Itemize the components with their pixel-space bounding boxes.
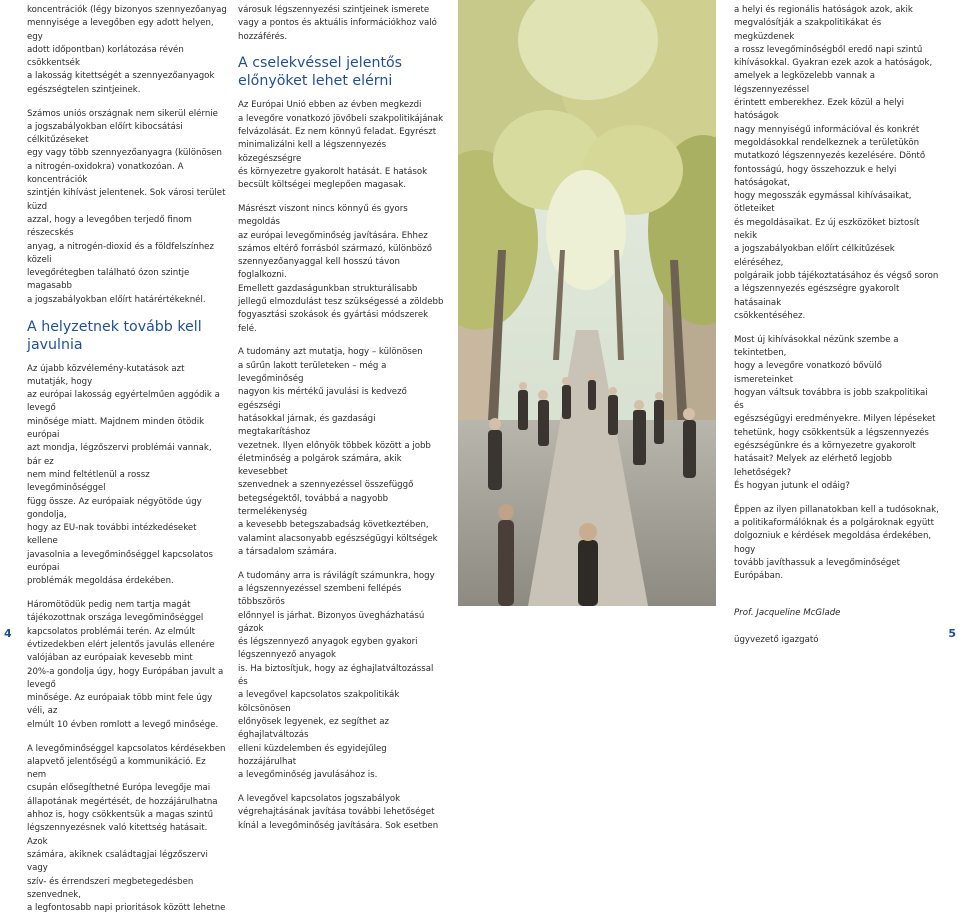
paragraph: a helyi és regionális hatóságok azok, akik megvalósítják a szakpolitikákat és megküzdenek a rossz levegőminőségből eredő napi szintű kihívásokkal. Gyakran ezek azok a hatóságok, amelyek a legközelebb vannak a légszennyezéssel érintett emberekhez. Ezek közül a helyi hatóságok nagy mennyiségű információval és konkrét megoldásokkal rendelkeznek a területükön mutatkozó légszennyezés kezelésére. Döntő fontosságú, hogy összehozzuk e helyi hatóságokat, hogy megosszák egymással kihívásaikat, ötleteiket és megoldásaikat. Ez új eszközöket biztosít nekik a jogszabályokban előírt célkitűzések eléréséhez, polgáraik jobb tájékoztatásához és végső soron a légszennyezés egészségre gyakorolt hatásainak csökkentéséhez. <box>734 5 939 321</box>
paragraph: A tudomány arra is rávilágít számunkra, hogy a légszennyezéssel szembeni fellépés többszörös előnnyel is járhat. Bizonyos üvegházhatású gázok és légszennyező anyagok egyben gyakori légszennyező anyagok is. Ha biztosítjuk, hogy az éghajlatváltozással és a levegővel kapcsolatos szakpolitikák kölcsönösen előnyösek legyenek, ez segíthet az éghajlatváltozás elleni küzdelemben és egyidejűleg hozzájárulhat a levegőminőség javulásához is. <box>238 570 435 781</box>
paragraph: A tudomány azt mutatja, hogy – különösen a sűrűn lakott területeken – még a levegőminőség nagyon kis mértékű javulási is kedvező egészségi hatásokkal járnak, és gazdasági megtakarításhoz vezetnek. Ilyen előnyök többek között a jobb életminőség a polgárok számára, akik kevesebbet szenvednek a szennyezéssel összefüggő betegségektől, továbbá a nagyobb termelékenység a kevesebb betegszabadság következtében, valamint alacsonyabb egészségügyi költségek a társadalom számára. <box>238 347 438 557</box>
paragraph: Éppen az ilyen pillanatokban kell a tudósoknak, a politikaformálóknak és a polgároknak együtt dolgozniuk e kérdések megoldása érdekében, hogy tovább javíthassuk a levegőminőséget Európában. <box>734 504 939 582</box>
paragraph: városuk légszennyezési szintjeinek ismerete vagy a pontos és aktuális információkhoz való hozzáférés. <box>238 5 437 42</box>
paragraph: Az újabb közvélemény-kutatások azt mutatják, hogy az európai lakosság egyértelműen aggódik a levegő minősége miatt. Majdnem minden ötödik európai azt mondja, légzőszervi problémái vannak, bár ez nem mind feltétlenül a rossz levegőminőséggel függ össze. Az európaiak négyötöde úgy gondolja, hogy az EU-nak további intézkedéseket kellene javasolnia a levegőminőséggel kapcsolatos európai problémák megoldása érdekében. <box>27 363 220 587</box>
paragraph: Az Európai Unió ebben az évben megkezdi a levegőre vonatkozó jövőbeli szakpolitikájának felvázolását. Ez nem könnyű feladat. Egyrészt minimalizálni kell a légszennyezés közegészségre és környezetre gyakorolt hatását. E hatások becsült költségei meglepően magasak. <box>238 100 444 191</box>
text-column-right <box>734 4 940 660</box>
paragraph: Háromötödük pedig nem tartja magát tájékozottnak országa levegőminőséggel kapcsolatos problémái terén. Az elmúlt évtizedekben elért jelentős javulás ellenére valójában az európaiak kevesebb mint 20%-a gondolja úgy, hogy Európában javult a levegő minősége. Az európaiak több mint fele úgy véli, az elmúlt 10 évben romlott a levegő minősége. <box>27 600 224 730</box>
text-column-middle <box>238 4 444 833</box>
text-column-left <box>27 4 227 915</box>
signature-role: ügyvezető igazgató <box>734 634 819 645</box>
paragraph: A levegőminőséggel kapcsolatos kérdésekben alapvető jelentőségű a kommunikáció. Ez nem csupán elősegíthetné Európa levegője mai állapotának megértését, de hozzájárulhatna ahhoz is, hogy csökkentsük a magas szintű légszennyezésnek való kitettség hatásait. Azok számára, akiknek családtagjai légzőszervi vagy szív- és érrendszeri megbetegedésben szenvednek, a legfontosabb napi prioritások között lehetne <box>27 743 226 914</box>
paragraph: Számos uniós országnak nem sikerül elérnie a jogszabályokban előírt kibocsátási célkitűzéseket egy vagy több szennyezőanyagra (különösen a nitrogén-oxidokra) vonatkozóan. A koncentrációk szintjén kihívást jelentenek. Sok városi terület küzd azzal, hogy a levegőben terjedő finom részecskés anyag, a nitrogén-dioxid és a földfelszínhez közeli levegőrétegben található ózon szintje magasabb a jogszabályokban előírt határértékeknél. <box>27 108 226 305</box>
paragraph: Most új kihívásokkal nézünk szembe a tekintetben, hogy a levegőre vonatkozó bővülő ismereteinket hogyan váltsuk továbbra is jobb szakpolitikai és egészségügyi eredményekre. Milyen lépéseket tehetünk, hogy csökkentsük a légszennyezés egészségünkre és a környezetre gyakorolt hatásait? Melyek az elérhető legjobb lehetőségek? És hogyan jutunk el odáig? <box>734 334 936 491</box>
street-photo <box>458 0 716 606</box>
signature-name: Prof. Jacqueline McGlade <box>734 608 841 619</box>
paragraph: koncentrációk (légy bizonyos szennyezőanyag mennyisége a levegőben egy adott helyen, egy adott időpontban) korlátozása révén csökkentsék a lakosság kitettségét a szennyezőanyagok egészségtelen szintjeinek. <box>27 5 227 95</box>
page-number-left: 4 <box>4 627 12 640</box>
paragraph: A levegővel kapcsolatos jogszabályok végrehajtásának javítása további lehetőséget kínál a levegőminőség javítására. Sok esetben <box>238 793 439 831</box>
signature <box>734 594 940 660</box>
paragraph: Másrészt viszont nincs könnyű és gyors megoldás az európai levegőminőség javítására. Ehhez számos eltérő forrásból származó, különböző szennyezőanyaggal kell hosszú távon foglalkozni. Emellett gazdaságunkban strukturálisabb jellegű elmozdulást tesz szükségessé a zöldebb fogyasztási szokások és gyártási módszerek felé. <box>238 203 444 334</box>
section-heading: A helyzetnek tovább kell javulnia <box>27 318 202 353</box>
section-heading: A cselekvéssel jelentős előnyöket lehet elérni <box>238 55 403 90</box>
page-number-right: 5 <box>948 627 956 640</box>
